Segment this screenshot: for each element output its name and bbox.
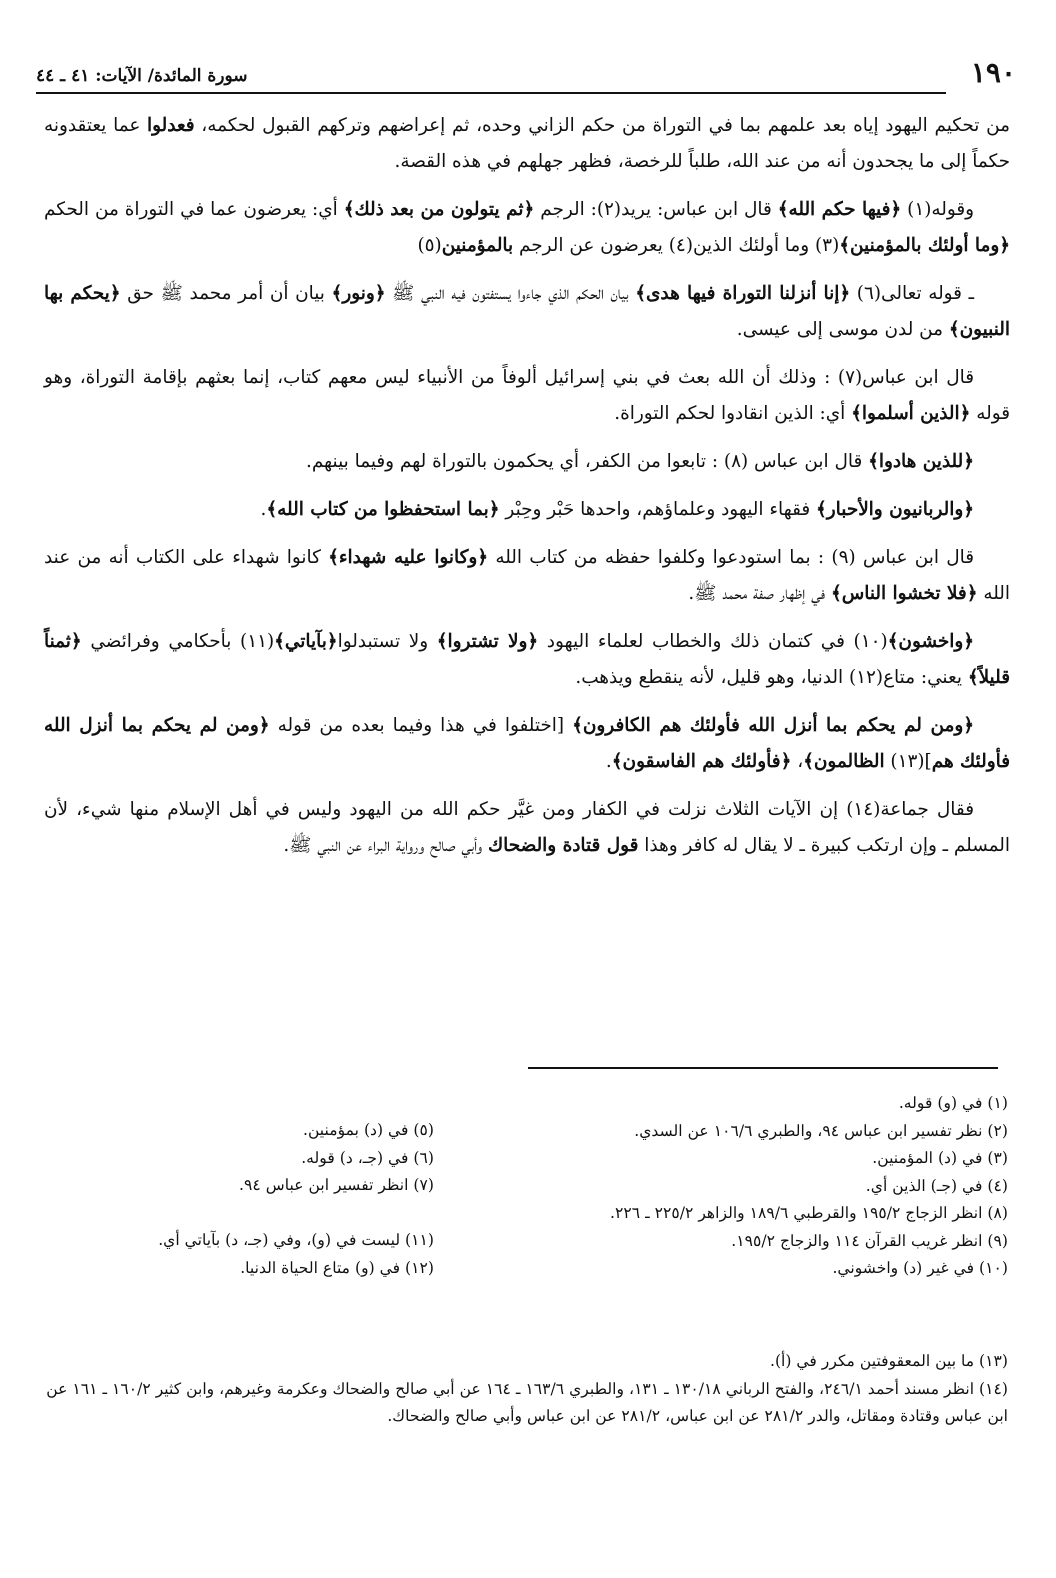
paragraph xyxy=(44,792,1010,864)
text-run: [اختلفوا في هذا وفيما بعده من قوله xyxy=(269,715,573,736)
text-run: قال ابن عباس (٩) : بما استودعوا وكلفوا حفظه من كتاب الله xyxy=(488,547,974,568)
text-run: (٣) وما أولئك الذين(٤) يعرضون عن الرجم xyxy=(513,235,840,256)
footnote: (١٠) في غير (د) واخشوني. xyxy=(832,1259,1008,1277)
text-run: (٥) xyxy=(417,235,442,256)
quran-quote: ﴿والربانيون والأحبار﴾ xyxy=(816,499,974,520)
main-text xyxy=(44,108,1010,876)
footnote: (١٣) ما بين المعقوفتين مكرر في (أ). xyxy=(769,1352,1008,1370)
text-run: فقال جماعة(١٤) إن الآيات الثلاث نزلت في الكفار ومن غيَّر حكم الله من اليهود وليس في أهل الإسلام منها شيء، لأن المسلم ـ وإن ارتكب كبيرة ـ لا يقال له كافر وهذا xyxy=(44,799,1010,856)
text-run: قال ابن عباس: يريد(٢): الرجم xyxy=(534,199,778,220)
text-run: وقوله(١) xyxy=(901,199,975,220)
quran-quote: ﴿ونور﴾ xyxy=(331,283,386,304)
text-run: . xyxy=(260,499,267,520)
text-run: من تحكيم اليهود إياه بعد علمهم بما في التوراة من حكم الزاني وحده، ثم إعراضهم وتركهم القبول لحكمه، xyxy=(194,115,1010,136)
quran-quote: ﴿فيها حكم الله﴾ xyxy=(777,199,902,220)
footnotes-left-column xyxy=(44,1117,434,1282)
quran-quote: الظالمون﴾ xyxy=(803,751,885,772)
text-run: عما يعتقدونه حكماً إلى ما يجحدون أنه من عند الله، طلباً للرخصة، فظهر جهلهم في هذه القصة. xyxy=(44,115,1010,172)
quran-quote: ﴿ثمناً قليلاً﴾ xyxy=(44,631,1010,688)
text-run: بيان الحكم الذي جاءوا يستفتون فيه النبي ﷺ xyxy=(385,283,636,304)
paragraph xyxy=(44,192,1010,264)
footnote: (١٤) انظر مسند أحمد ٢٤٦/١، والفتح الرباني ١٣٠/١٨ ـ ١٣١، والطبري ١٦٣/٦ ـ ١٦٤ عن أبي صالح والضحاك وعكرمة وغيرهم، وابن كثير ١٦٠/٢ ـ ١٦١ عن ابن عباس وقتادة ومقاتل، والدر ٢٨١/٢ عن ابن عباس، ٢٨١/٢ عن ابن عباس وأبي صالح والضحاك. xyxy=(46,1379,1008,1425)
quran-quote: ﴿فأولئك هم الفاسقون﴾ xyxy=(611,751,792,772)
page-header xyxy=(36,56,1016,96)
text-run: من لدن موسى إلى عيسى. xyxy=(736,319,949,340)
text-run: قال ابن عباس(٧) : وذلك أن الله بعث في بني إسرائيل ألوفاً من الأنبياء ليس معهم كتاب، إنما بعثهم بإقامة التوراة، وهو قوله xyxy=(44,367,1010,424)
footnotes-wide xyxy=(44,1348,1008,1431)
paragraph xyxy=(44,492,1010,528)
quran-quote: ﴿ومن لم يحكم بما أنزل الله فأولئك هم الكافرون﴾ xyxy=(572,715,974,736)
footnote: (١١) ليست في (و)، وفي (جـ، د) بآياتي أي. xyxy=(158,1231,434,1249)
quran-quote: ﴿وكانوا عليه شهداء﴾ xyxy=(328,547,489,568)
footnotes-right-column xyxy=(448,1090,1008,1283)
footnote: (٣) في (د) المؤمنين. xyxy=(872,1149,1008,1167)
quran-quote: ﴿للذين هادوا﴾ xyxy=(868,451,974,472)
quran-quote: ﴿بما استحفظوا من كتاب الله﴾ xyxy=(266,499,500,520)
text-run: ، xyxy=(791,751,804,772)
text-run: . xyxy=(605,751,612,772)
text-run: في إظهار صفة محمد ﷺ. xyxy=(688,583,832,604)
text-run: ولا تستبدلوا xyxy=(337,631,437,652)
text-run: (١١) بأحكامي وفرائضي xyxy=(81,631,275,652)
quran-quote: ﴿إنا أنزلنا التوراة فيها هدى﴾ xyxy=(635,283,851,304)
text-run: قال ابن عباس (٨) : تابعوا من الكفر، أي يحكمون بالتوراة لهم وفيما بينهم. xyxy=(305,451,869,472)
quran-quote: ﴿بآياتي﴾ xyxy=(274,631,338,652)
text-run: وأبي صالح ورواية البراء عن النبي ﷺ. xyxy=(283,835,488,856)
footnote: (٥) في (د) بمؤمنين. xyxy=(302,1121,434,1139)
quran-quote: ﴿الذين أسلموا﴾ xyxy=(851,403,971,424)
text-run: ـ قوله تعالى(٦) xyxy=(850,283,974,304)
paragraph xyxy=(44,540,1010,612)
quran-quote: ﴿واخشون﴾ xyxy=(887,631,974,652)
page-number: ١٩٠ xyxy=(970,56,1016,89)
paragraph xyxy=(44,708,1010,780)
running-title: سورة المائدة/ الآيات: ٤١ ـ ٤٤ xyxy=(36,66,248,86)
quran-quote: ﴿وما أولئك بالمؤمنين﴾ xyxy=(839,235,1010,256)
paragraph xyxy=(44,444,1010,480)
footnote: (٦) في (جـ، د) قوله. xyxy=(301,1148,434,1167)
footnote-separator xyxy=(528,1067,998,1069)
text-run: ](١٣) xyxy=(884,751,932,772)
quran-quote: ﴿ولا تشتروا﴾ xyxy=(436,631,539,652)
text-run: يعني: متاع(١٢) الدنيا، وهو قليل، لأنه ينقطع ويذهب. xyxy=(575,667,968,688)
text-run: أي: يعرضون عما في التوراة من الحكم xyxy=(44,199,344,220)
text-run: فقهاء اليهود وعلماؤهم، واحدها حَبْر وحِبْر xyxy=(499,499,817,520)
footnote: (٢) نظر تفسير ابن عباس ٩٤، والطبري ١٠٦/٦ عن السدي. xyxy=(634,1121,1008,1140)
quran-quote: بالمؤمنين xyxy=(441,235,514,256)
text-run: أي: الذين انقادوا لحكم التوراة. xyxy=(614,403,852,424)
footnote: (٩) انظر غريب القرآن ١١٤ والزجاج ١٩٥/٢. xyxy=(731,1231,1008,1250)
footnote: (٨) انظر الزجاج ١٩٥/٢ والقرطبي ١٨٩/٦ والزاهر ٢٢٥/٢ ـ ٢٢٦. xyxy=(610,1204,1008,1222)
paragraph xyxy=(44,108,1010,180)
text-run: بيان أن أمر محمد ﷺ حق xyxy=(120,283,332,304)
header-rule xyxy=(36,92,946,94)
quran-quote: فعدلوا xyxy=(147,115,195,136)
footnote: (٤) في (جـ) الذين أي. xyxy=(865,1176,1008,1195)
footnote xyxy=(44,1200,434,1228)
quran-quote: ﴿ثم يتولون من بعد ذلك﴾ xyxy=(343,199,535,220)
paragraph xyxy=(44,624,1010,696)
footnote: (١) في (و) قوله. xyxy=(898,1094,1008,1112)
text-run: (١٠) في كتمان ذلك والخطاب لعلماء اليهود xyxy=(538,631,888,652)
footnote: (١٢) في (و) متاع الحياة الدنيا. xyxy=(240,1258,434,1277)
quran-quote: ﴿فلا تخشوا الناس﴾ xyxy=(831,583,978,604)
quran-quote: ﴿يحكم بها النبيون﴾ xyxy=(44,283,1010,340)
footnote: (٧) انظر تفسير ابن عباس ٩٤. xyxy=(239,1176,434,1194)
paragraph xyxy=(44,360,1010,432)
quran-quote: قول قتادة والضحاك xyxy=(488,835,639,856)
quran-quote: ﴿ومن لم يحكم بما أنزل الله فأولئك هم xyxy=(44,715,1010,772)
paragraph xyxy=(44,276,1010,348)
text-run: كانوا شهداء على الكتاب أنه من عند الله xyxy=(44,547,1010,604)
